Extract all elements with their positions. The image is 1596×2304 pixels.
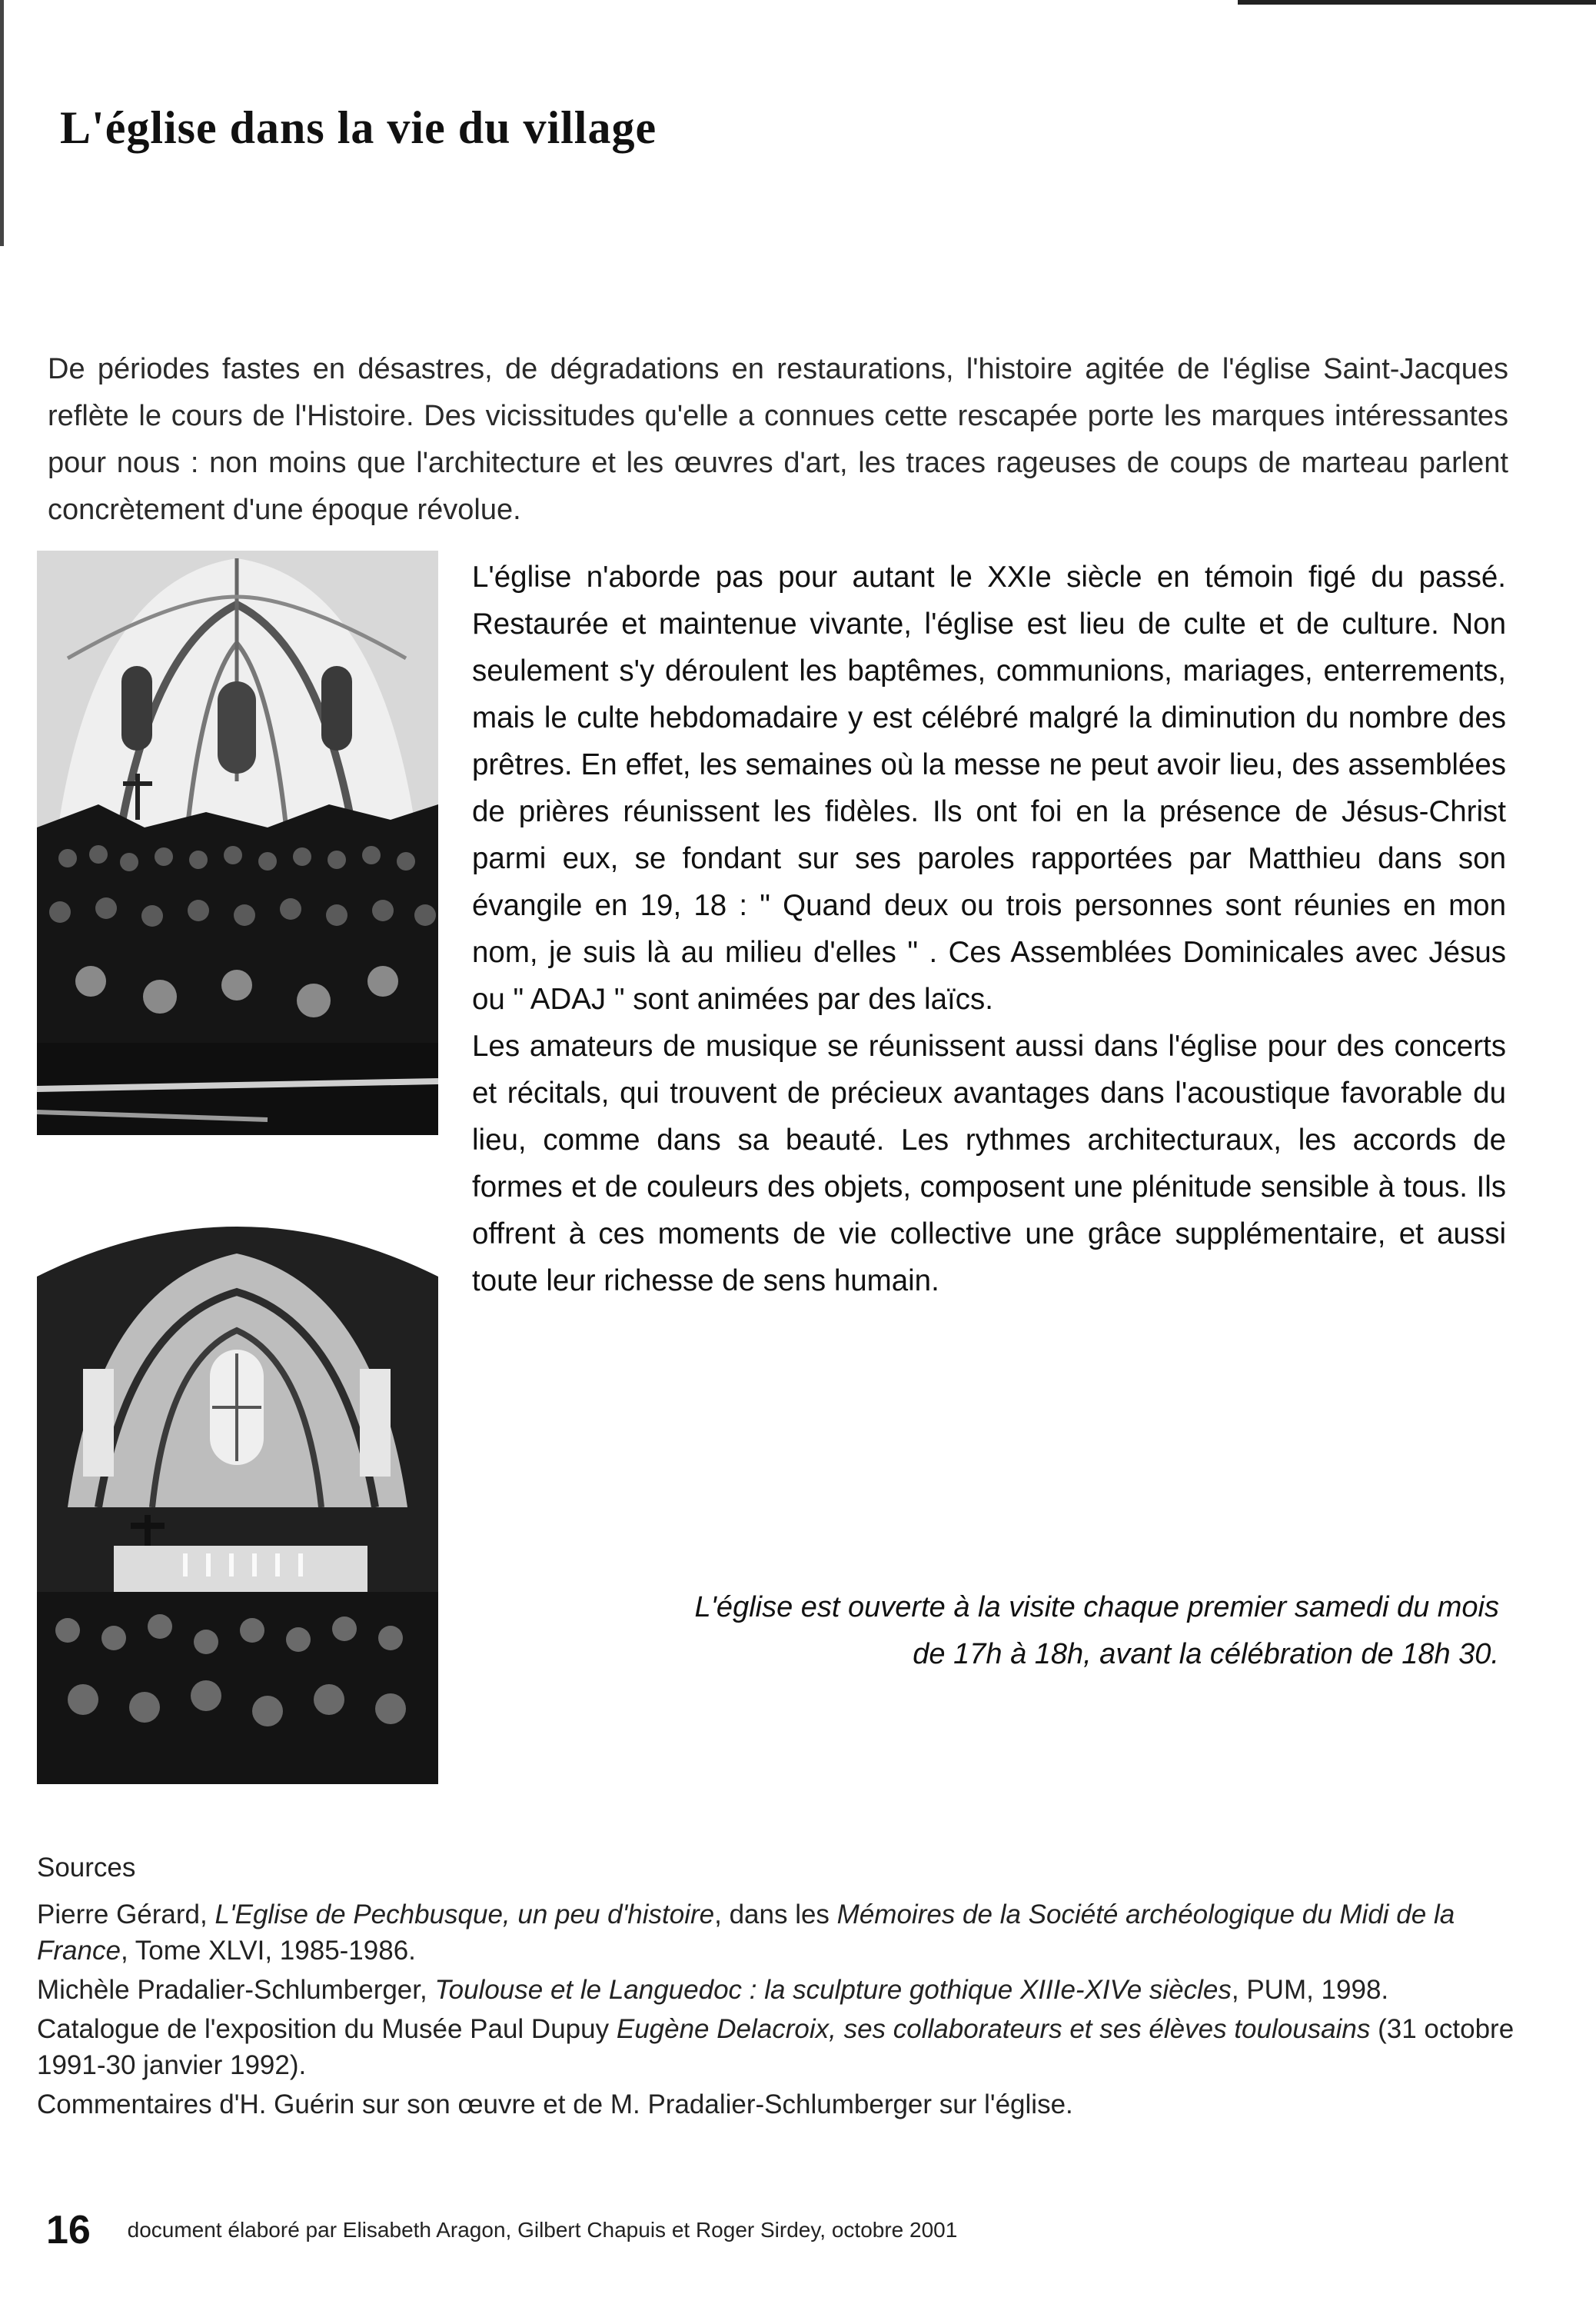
main-text-column	[472, 554, 1506, 1304]
source-text: Catalogue de l'exposition du Musée Paul Dupuy	[37, 2014, 617, 2044]
source-work-title: L'Eglise de Pechbusque, un peu d'histoire	[214, 1899, 715, 1929]
notice-line-2: de 17h à 18h, avant la célébration de 18h 30.	[913, 1638, 1499, 1670]
church-altar-photo	[37, 1184, 438, 1784]
music-paragraph: Les amateurs de musique se réunissent aussi dans l'église pour des concerts et récitals, qui trouvent de précieux avantages dans l'acoustique favorable du lieu, comme dans sa beauté. Les rythmes architecturaux, les accords de formes et de couleurs des objets, composent une plénitude sensible à tous. Ils offrent à ces moments de vie collective une grâce supplémentaire, et aussi toute leur richesse de sens humain.	[472, 1030, 1506, 1297]
church-altar-illustration	[37, 1184, 438, 1784]
page-number: 16	[46, 2208, 91, 2252]
source-entry-4: Commentaires d'H. Guérin sur son œuvre et de M. Pradalier-Schlumberger sur l'église.	[37, 2089, 1073, 2119]
source-text: (31 octobre 1991-30 janvier 1992).	[37, 2014, 1515, 2080]
source-work-title: Toulouse et le Languedoc : la sculpture gothique XIIIe-XIVe siècles	[434, 1975, 1232, 2005]
intro-paragraph: De périodes fastes en désastres, de dégradations en restaurations, l'histoire agitée de l'église Saint-Jacques reflète le cours de l'Histoire. Des vicissitudes qu'elle a connues cette rescapée porte les marques intéressantes pour nous : non moins que l'architecture et les œuvres d'art, les traces rageuses de coups de marteau parlent concrètement d'une époque révolue.	[48, 353, 1508, 526]
left-margin-rule	[0, 0, 4, 246]
footer-credit: document élaboré par Elisabeth Aragon, Gilbert Chapuis et Roger Sirdey, octobre 2001	[127, 2218, 958, 2242]
source-entry-1	[37, 1896, 1528, 1969]
source-publication: Mémoires de la Société archéologique du Midi de la France	[37, 1899, 1455, 1966]
church-congregation-photo	[37, 551, 438, 1135]
sources-heading: Sources	[37, 1853, 136, 1883]
source-author: Michèle Pradalier-Schlumberger,	[37, 1975, 435, 2005]
notice-line-1: L'église est ouverte à la visite chaque premier samedi du mois	[694, 1591, 1499, 1623]
page-footer	[46, 2207, 1430, 2253]
source-entry-3	[37, 2011, 1528, 2083]
church-congregation-illustration	[37, 551, 438, 1135]
source-text: , Tome XLVI, 1985-1986.	[120, 1936, 416, 1966]
page-title: L'église dans la vie du village	[60, 102, 657, 154]
source-text: , PUM, 1998.	[1231, 1975, 1389, 2005]
source-author: Pierre Gérard,	[37, 1899, 215, 1929]
source-text: , dans les	[714, 1899, 837, 1929]
worship-paragraph: L'église n'aborde pas pour autant le XXIe siècle en témoin figé du passé. Restaurée et maintenue vivante, l'église est lieu de culte et de culture. Non seulement s'y déroulent les baptêmes, communions, mariages, enterrements, mais le culte hebdomadaire y est célébré malgré la diminution du nombre des prêtres. En effet, les semaines où la messe ne peut avoir lieu, des assemblées de prières réunissent les fidèles. Ils ont foi en la présence de Jésus-Christ parmi eux, se fondant sur ses paroles rapportées par Matthieu dans son évangile en 19, 18 : " Quand deux ou trois personnes sont réunies en mon nom, je suis là au milieu d'elles " . Ces Assemblées Dominicales avec Jésus ou " ADAJ " sont animées par des laïcs.	[472, 561, 1506, 1016]
sources-section	[37, 1850, 1528, 2126]
opening-hours-notice	[538, 1584, 1499, 1678]
top-border-line	[1238, 0, 1596, 5]
source-entry-2	[37, 1972, 1528, 2008]
source-work-title: Eugène Delacroix, ses collaborateurs et ses élèves toulousains	[616, 2014, 1371, 2044]
